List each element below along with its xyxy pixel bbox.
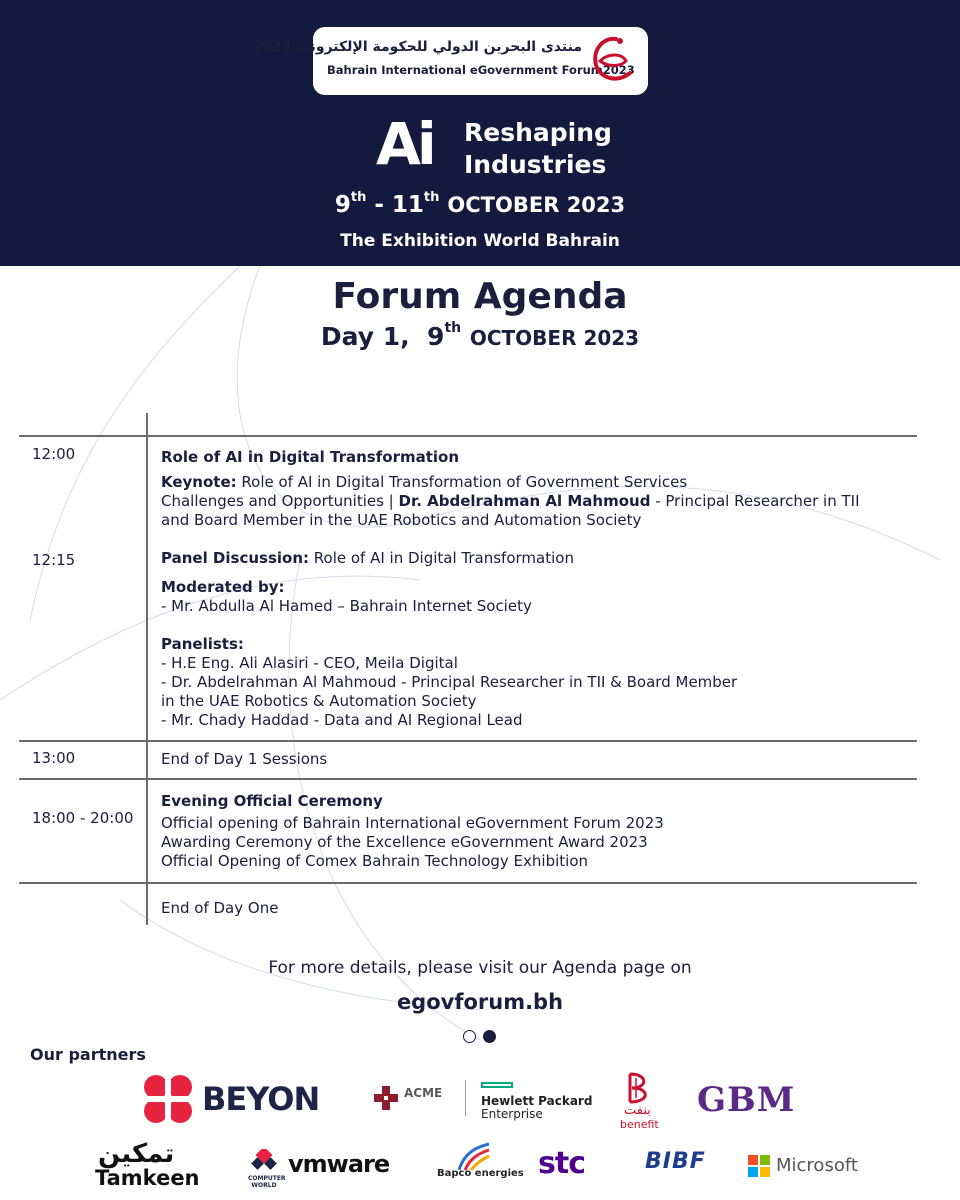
ceremony-line: Official Opening of Comex Bahrain Technology Exhibition [161, 852, 589, 870]
session-text: End of Day 1 Sessions [161, 750, 328, 768]
partner-acme[interactable]: ACME [404, 1086, 443, 1100]
agenda-column-divider [146, 413, 148, 925]
panelist: - H.E Eng. Ali Alasiri - CEO, Meila Digital [161, 654, 458, 672]
more-details-text: For more details, please visit our Agenda page on [268, 958, 692, 978]
partner-tamkeen[interactable]: Tamkeen [95, 1166, 200, 1190]
panelists-label: Panelists: [161, 635, 244, 653]
session-title: Evening Official Ceremony [161, 792, 383, 810]
subtitle-month: OCTOBER 2023 [469, 326, 640, 350]
agenda-rule [19, 435, 917, 437]
panel-label: Panel Discussion: [161, 549, 310, 567]
partner-benefit-arabic[interactable]: بنفت [624, 1103, 651, 1118]
keynote-label: Keynote: [161, 473, 237, 491]
panel-line [161, 549, 901, 568]
keynote-line [161, 473, 901, 492]
moderated-label: Moderated by: [161, 578, 285, 596]
partner-gbm[interactable]: GBM [697, 1080, 796, 1120]
computer-world-logo-icon [249, 1149, 279, 1173]
agenda-time: 12:00 [32, 445, 76, 463]
acme-logo-icon [372, 1084, 400, 1112]
beyon-logo-icon [143, 1074, 193, 1124]
panelist: - Mr. Chady Haddad - Data and AI Regional Lead [161, 711, 523, 729]
event-venue: The Exhibition World Bahrain [340, 231, 620, 251]
forum-e-logo-icon [586, 33, 638, 89]
partner-tamkeen-arabic[interactable]: تمكين [98, 1139, 175, 1169]
website-link[interactable]: egovforum.bh [396, 990, 564, 1014]
partner-hpe-line1[interactable]: Hewlett Packard [481, 1094, 593, 1108]
logo-arabic-text: منتدى البحرين الدولي للحكومة الإلكترونية 2023 [252, 39, 582, 55]
partner-computer-world[interactable]: COMPUTER WORLD [248, 1175, 286, 1189]
session-text: End of Day One [161, 899, 279, 917]
keynote-speaker-role: - Principal Researcher in TII [650, 492, 860, 510]
ceremony-line: Official opening of Bahrain International eGovernment Forum 2023 [161, 814, 664, 832]
microsoft-logo-icon [748, 1155, 770, 1177]
event-dates [0, 192, 960, 218]
page-subtitle [0, 322, 960, 351]
ceremony-line: Awarding Ceremony of the Excellence eGovernment Award 2023 [161, 833, 648, 851]
agenda-rule [19, 882, 917, 884]
keynote-speaker: Dr. Abdelrahman Al Mahmoud [398, 492, 651, 510]
agenda-rule [19, 740, 917, 742]
logo-english-text: Bahrain International eGovernment Forum2023 [327, 63, 635, 77]
panel-text: Role of AI in Digital Transformation [309, 549, 574, 567]
agenda-rule [19, 778, 917, 780]
keynote-line-2: Challenges and Opportunities | [161, 492, 399, 510]
hpe-logo-icon [481, 1082, 513, 1088]
partner-bibf[interactable]: BIBF [645, 1149, 706, 1174]
partner-benefit[interactable]: benefit [620, 1118, 659, 1131]
partners-heading: Our partners [30, 1045, 146, 1064]
date-dash: - [366, 192, 392, 218]
partner-hpe-line2[interactable]: Enterprise [481, 1107, 543, 1121]
date-end-day: 11 [391, 192, 424, 218]
session-title: Role of AI in Digital Transformation [161, 448, 460, 466]
date-start-suffix: th [350, 190, 367, 205]
agenda-time: 12:15 [32, 551, 76, 569]
date-end-suffix: th [423, 190, 440, 205]
partner-bapco[interactable]: Bapco energies [437, 1168, 524, 1179]
date-month: OCTOBER 2023 [447, 193, 626, 217]
page-title: Forum Agenda [332, 276, 628, 317]
theme-line-2: Industries [464, 150, 607, 179]
theme-logo [376, 110, 612, 182]
ai-letters: Ai [376, 110, 433, 178]
agenda-time: 18:00 - 20:00 [32, 809, 134, 827]
partner-vmware[interactable]: vmware [288, 1150, 390, 1178]
forum-logo[interactable] [252, 27, 648, 95]
keynote-text: Role of AI in Digital Transformation of Government Services [236, 473, 688, 491]
keynote-line-3: and Board Member in the UAE Robotics and Automation Society [161, 511, 642, 529]
keynote-speaker-line [161, 492, 901, 511]
logo-divider [465, 1080, 466, 1116]
theme-line-1: Reshaping [464, 118, 612, 147]
panelist: in the UAE Robotics & Automation Society [161, 692, 477, 710]
partner-stc[interactable]: stc [538, 1146, 585, 1181]
carousel-dot-1[interactable] [463, 1030, 476, 1043]
carousel-dot-2[interactable] [483, 1030, 496, 1043]
panelist: - Dr. Abdelrahman Al Mahmoud - Principal Researcher in TII & Board Member [161, 673, 738, 691]
partner-microsoft[interactable]: Microsoft [776, 1155, 858, 1176]
partner-beyon[interactable]: BEYON [202, 1080, 320, 1118]
subtitle-date-day: 9 [427, 322, 445, 351]
header-banner [0, 0, 960, 266]
subtitle-date-suffix: th [444, 320, 462, 336]
agenda-time: 13:00 [32, 749, 76, 767]
moderator: - Mr. Abdulla Al Hamed – Bahrain Internet Society [161, 597, 532, 615]
subtitle-day: Day 1, [320, 322, 410, 351]
date-start-day: 9 [334, 192, 351, 218]
